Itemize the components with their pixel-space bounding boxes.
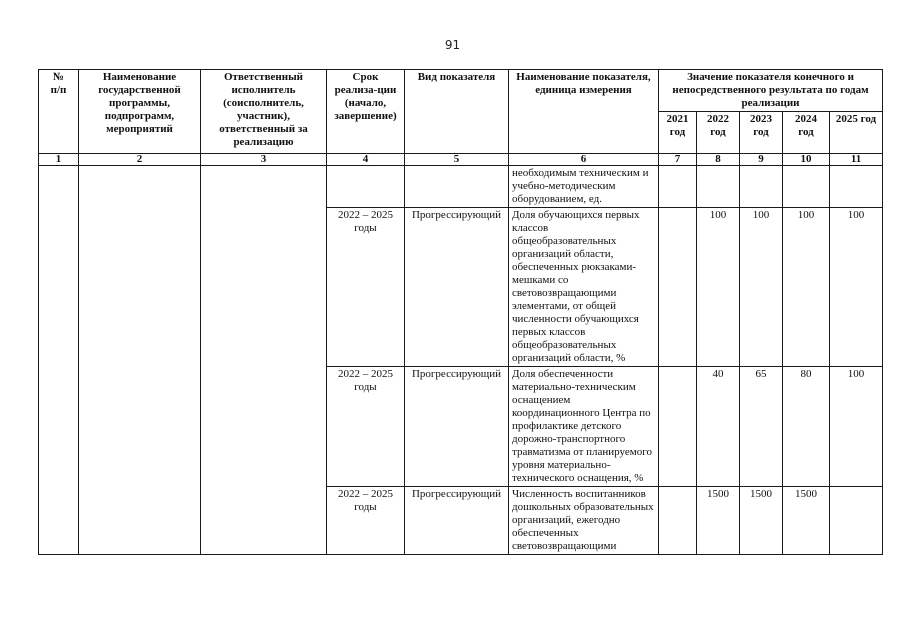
cell-value-2024 bbox=[783, 166, 830, 208]
header-indicator-name: Наименование показателя, единица измерения bbox=[509, 70, 659, 154]
column-number: 2 bbox=[79, 154, 201, 166]
cell-value-2024: 100 bbox=[783, 208, 830, 367]
cell-value-2022: 100 bbox=[697, 208, 740, 367]
header-year: 2023 год bbox=[740, 112, 783, 154]
cell-indicator-type bbox=[405, 166, 509, 208]
table-row bbox=[39, 166, 883, 208]
header-program-name: Наименование государственной программы, подпрограмм, мероприятий bbox=[79, 70, 201, 154]
cell-indicator-name: Доля обеспеченности материально-техническим оснащением координационного Центра по профилактике детского дорожно-транспортного травматизма от планируемого уровня материально-технического оснащения, % bbox=[509, 367, 659, 487]
header-year: 2024 год bbox=[783, 112, 830, 154]
header-year: 2025 год bbox=[830, 112, 883, 154]
cell-value-2025 bbox=[830, 487, 883, 555]
column-number: 8 bbox=[697, 154, 740, 166]
column-number: 1 bbox=[39, 154, 79, 166]
header-year: 2022 год bbox=[697, 112, 740, 154]
column-number: 11 bbox=[830, 154, 883, 166]
cell-indicator-name: Численность воспитанников дошкольных образовательных организаций, ежегодно обеспеченных световозвращающими bbox=[509, 487, 659, 555]
cell-value-2025: 100 bbox=[830, 367, 883, 487]
header-executor: Ответственный исполнитель (соисполнитель, участник), ответственный за реализацию bbox=[201, 70, 327, 154]
cell-value-2024: 1500 bbox=[783, 487, 830, 555]
column-number: 5 bbox=[405, 154, 509, 166]
cell-program-name bbox=[79, 166, 201, 555]
cell-value-2021 bbox=[659, 487, 697, 555]
column-number: 10 bbox=[783, 154, 830, 166]
column-number: 7 bbox=[659, 154, 697, 166]
header-number: № п/п bbox=[39, 70, 79, 154]
cell-number bbox=[39, 166, 79, 555]
page-number: 91 bbox=[444, 38, 461, 52]
cell-value-2022: 1500 bbox=[697, 487, 740, 555]
header-indicator-type: Вид показателя bbox=[405, 70, 509, 154]
cell-executor bbox=[201, 166, 327, 555]
cell-value-2023: 1500 bbox=[740, 487, 783, 555]
column-number: 9 bbox=[740, 154, 783, 166]
cell-value-2023: 65 bbox=[740, 367, 783, 487]
cell-value-2021 bbox=[659, 367, 697, 487]
cell-indicator-name: необходимым техническим и учебно-методическим оборудованием, ед. bbox=[509, 166, 659, 208]
header-term: Срок реализа-ции (начало, завершение) bbox=[327, 70, 405, 154]
column-number: 3 bbox=[201, 154, 327, 166]
cell-indicator-type: Прогрессирующий bbox=[405, 487, 509, 555]
cell-indicator-type: Прогрессирующий bbox=[405, 208, 509, 367]
cell-value-2025 bbox=[830, 166, 883, 208]
cell-indicator-name: Доля обучающихся первых классов общеобразовательных организаций области, обеспеченных рюкзаками-мешками со световозвращающими элементами, от общей численности обучающихся первых классов общеобразовательных организаций области, % bbox=[509, 208, 659, 367]
cell-value-2024: 80 bbox=[783, 367, 830, 487]
cell-value-2021 bbox=[659, 208, 697, 367]
header-year: 2021 год bbox=[659, 112, 697, 154]
program-indicators-table bbox=[38, 69, 883, 555]
column-number: 6 bbox=[509, 154, 659, 166]
cell-term: 2022 – 2025 годы bbox=[327, 367, 405, 487]
cell-value-2021 bbox=[659, 166, 697, 208]
cell-indicator-type: Прогрессирующий bbox=[405, 367, 509, 487]
cell-value-2025: 100 bbox=[830, 208, 883, 367]
cell-value-2023: 100 bbox=[740, 208, 783, 367]
column-number: 4 bbox=[327, 154, 405, 166]
header-values-by-year: Значение показателя конечного и непосредственного результата по годам реализации bbox=[659, 70, 883, 112]
cell-value-2023 bbox=[740, 166, 783, 208]
cell-term: 2022 – 2025 годы bbox=[327, 487, 405, 555]
cell-value-2022: 40 bbox=[697, 367, 740, 487]
cell-term bbox=[327, 166, 405, 208]
cell-value-2022 bbox=[697, 166, 740, 208]
cell-term: 2022 – 2025 годы bbox=[327, 208, 405, 367]
